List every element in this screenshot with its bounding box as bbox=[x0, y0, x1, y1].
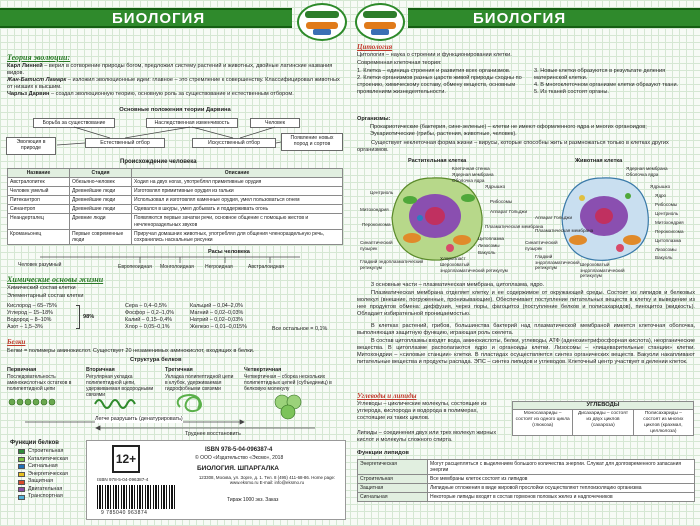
table-row bbox=[8, 187, 343, 196]
elements-rest: Все остальное = 0,1% bbox=[272, 326, 328, 332]
animal-cell-title: Животная клетка bbox=[575, 158, 623, 164]
right-page bbox=[350, 0, 700, 526]
imprint-block bbox=[86, 440, 346, 520]
protein-structures-graphic bbox=[0, 392, 350, 432]
scheme-new-breeds: Появление новых пород и сортов bbox=[281, 133, 343, 151]
animal-cell-drawing bbox=[562, 178, 648, 260]
col-header: Стадия bbox=[70, 169, 132, 178]
lipid-func-table bbox=[357, 459, 695, 502]
carbs-table-title: УГЛЕВОДЫ bbox=[512, 401, 694, 410]
legend-item bbox=[18, 471, 68, 479]
legend-swatch bbox=[18, 472, 25, 477]
legend-swatch bbox=[18, 480, 25, 485]
carbs-heading: Углеводы и липиды bbox=[357, 392, 417, 400]
human-origin-table bbox=[7, 168, 343, 245]
legend-label: Транспортная bbox=[28, 493, 63, 500]
legend-item bbox=[18, 493, 68, 501]
legend-swatch bbox=[18, 495, 25, 500]
table-cell: Сигнальная bbox=[358, 493, 428, 502]
structure-name: Третичная bbox=[165, 367, 193, 373]
lipid-func-title: Функции липидов bbox=[357, 450, 409, 456]
plant-label: Оболочка ядра bbox=[452, 178, 485, 183]
theory-right bbox=[534, 68, 694, 96]
restore-label: Труднее восстановить bbox=[185, 431, 241, 437]
table-row bbox=[8, 229, 343, 244]
theory-item: 1. Клетка – единица строения и развития всех организмов. bbox=[357, 68, 511, 74]
race-4: Австралоидная bbox=[248, 264, 285, 270]
structure-desc: Регулярная укладка полипептидной цепи, удерживаемая водородными связями bbox=[86, 373, 154, 398]
imprint: 123308, Москва, ул. Зорге, д. 1. Тел. 8 (495) 411-68-86. Home page: www.eksmo.ru E-mail: info@eksmo.ru bbox=[198, 475, 336, 486]
animal-label: Ядерная мембрана bbox=[626, 166, 668, 171]
elements-group-1 bbox=[7, 303, 57, 331]
element-item: Водород – 8–10% bbox=[7, 317, 52, 324]
banner-title: БИОЛОГИЯ bbox=[112, 10, 206, 27]
table-cell: Могут расщепляться с выделением большого количества энергии. Служат для долговременного запасания энергии bbox=[428, 460, 695, 475]
structure-primary bbox=[7, 367, 73, 392]
animal-label: Аппарат Гольджи bbox=[535, 215, 573, 220]
element-item: Железо – 0,01–0,015% bbox=[190, 324, 247, 331]
membrane-p1: 3 основные части – плазматическая мембрана, цитоплазма, ядро. bbox=[371, 282, 545, 288]
element-item: Кислород – 65–75% bbox=[7, 303, 57, 309]
membrane-p2: Плазматическая мембрана отделяет клетку и ее содержимое от окружающей среды. Состоит из липидов и белковых молекул (внешние, погруженные, пронизывающие). Обеспечивает поступление питательных веществ в клетку и выведение из нее продуктов обмена: диффузия, через поры, фагоцитоз (поступление белков и полисахаридов), пиноцитоз (жидкость). Обладает избирательной проницаемостью. bbox=[357, 290, 695, 317]
table-cell: Питекантроп bbox=[8, 196, 70, 205]
animal-label: Оболочка ядра bbox=[626, 172, 659, 177]
theory-left bbox=[357, 68, 527, 96]
table-cell: Энергетическая bbox=[358, 460, 428, 475]
carbs-definition: Углеводы – циклические молекулы, состоящие из углерода, кислорода и водорода в полимерах, состоящие из таких циклов. bbox=[357, 401, 487, 421]
table-cell: Липидные отложения в виде жировой прослойки осуществляют теплоизоляцию организма bbox=[428, 484, 695, 493]
plant-label: Плазматическая мембрана bbox=[485, 224, 544, 229]
theory-item: 4. В многоклеточном организме клетки образуют ткани. bbox=[534, 81, 679, 88]
carbs-table bbox=[512, 401, 694, 436]
col-header: Название bbox=[8, 169, 70, 178]
legend-item bbox=[18, 486, 68, 494]
plant-label: Гладкий эндоплазматический ретикулум bbox=[360, 259, 424, 270]
membrane-p3: В клетках растений, грибов, большинства бактерий над плазматической мембраной имеется клеточная оболочка, выполняющая защитную функцию, играющая роль скелета. bbox=[357, 323, 695, 336]
cytology-heading: Цитология bbox=[357, 43, 393, 51]
barcode bbox=[97, 485, 177, 509]
animal-label: Рибосомы bbox=[655, 202, 678, 207]
legend-item bbox=[18, 463, 68, 471]
chem-sub2: Элементарный состав клетки bbox=[7, 293, 84, 299]
functions-legend bbox=[18, 448, 68, 501]
plant-label: Вакуоль bbox=[478, 250, 496, 255]
darwin-text: – создал эволюционную теорию, основную роль за существование и естественным отбором. bbox=[49, 90, 294, 97]
animal-label: Синаптический пузырек bbox=[525, 240, 558, 251]
race-1: Европеоидная bbox=[118, 264, 152, 270]
element-item: Хлор – 0,05–0,1% bbox=[125, 324, 170, 331]
animal-label: Шероховатый эндоплазматический ретикулум bbox=[580, 262, 625, 279]
elements-group-3 bbox=[190, 303, 247, 331]
table-cell: Австралопитек bbox=[8, 178, 70, 187]
denature-label: Легче разрушить (денатурировать) bbox=[95, 416, 183, 422]
barcode-number: 9 785040 963874 bbox=[101, 510, 148, 516]
element-item: Фосфор – 0,2–1,0% bbox=[125, 310, 174, 317]
plant-label: Лизосомы bbox=[478, 243, 500, 248]
animal-label: Центриоль bbox=[655, 211, 679, 216]
table-cell: Некоторые липиды входят в состав гормонов половых желез и надпочечников bbox=[428, 493, 695, 502]
table-row bbox=[8, 178, 343, 187]
structure-tertiary bbox=[165, 367, 237, 392]
table-cell: Древнейшие люди bbox=[70, 187, 132, 196]
legend-swatch bbox=[18, 487, 25, 492]
race-3: Негроидная bbox=[205, 264, 233, 270]
element-item: Кальций – 0,04–2,0% bbox=[190, 303, 243, 309]
carbs-cell: Дисахариды – состоят из двух циклов (сахароза) bbox=[573, 410, 633, 435]
table-cell: Древнейшие люди bbox=[70, 205, 132, 214]
animal-label: Пероксисома bbox=[655, 229, 684, 234]
legend-swatch bbox=[18, 464, 25, 469]
legend-label: Каталитическая bbox=[28, 455, 68, 462]
functions-title: Функции белков bbox=[10, 440, 59, 446]
plant-label: Синаптический пузырек bbox=[360, 240, 393, 251]
animal-label: Митохондрия bbox=[655, 220, 684, 225]
proteins-text: Белки = полимеры аминокислот. Существует 20 незаменимых аминокислот, входящих в белки. bbox=[7, 348, 255, 354]
legend-label: Строительная bbox=[28, 448, 64, 454]
cytology-def bbox=[357, 52, 512, 59]
table-cell: Человек умелый bbox=[8, 187, 70, 196]
table-cell: Синантроп bbox=[8, 205, 70, 214]
table-row bbox=[358, 484, 695, 493]
structure-desc: Последовательность аминокислотных остатков в полипептидной цепи bbox=[7, 373, 72, 392]
scheme-artificial-selection: Искусственный отбор bbox=[192, 138, 276, 148]
structure-name: Первичная bbox=[7, 367, 37, 373]
plant-label: Ядрышко bbox=[485, 184, 506, 189]
structure-desc: Укладка полипептидной цепи в клубок, удерживаемая гидрофобными связями bbox=[165, 373, 234, 392]
animal-label: Вакуоль bbox=[655, 255, 673, 260]
element-item: Сера – 0,4–0,5% bbox=[125, 303, 167, 309]
race-2: Монголоидная bbox=[160, 264, 194, 270]
darwin-name: Чарльз Дарвин bbox=[7, 90, 50, 97]
scheme-arrows bbox=[0, 0, 350, 170]
banner bbox=[408, 8, 700, 28]
proteins-heading: Белки bbox=[7, 338, 26, 346]
plant-cell-title: Растительная клетка bbox=[408, 158, 467, 164]
age-rating: 12+ bbox=[112, 445, 140, 473]
darwin-scheme-title: Основные положения теории Дарвина bbox=[119, 107, 231, 113]
evolution-heading: Теория эволюции: bbox=[7, 53, 71, 62]
legend-item bbox=[18, 448, 68, 456]
element-item: Магний – 0,02–0,03% bbox=[190, 310, 244, 317]
viruses-text: Существует неклеточная форма жизни – вирусы, которые способны жить и размножаться только в клетках других организмов. bbox=[357, 140, 669, 153]
carbs-cell: Полисахариды – состоят из многих циклов (крахмал, целлюлоза) bbox=[643, 411, 684, 434]
table-cell: Ходил на двух ногах, употреблял примитивные орудия bbox=[132, 178, 343, 187]
elements-brace bbox=[76, 305, 80, 329]
table-row bbox=[8, 205, 343, 214]
barcode-isbn: ISBN 978-5-04-096387-4 bbox=[97, 477, 149, 482]
organisms-text bbox=[370, 124, 695, 138]
plant-label: Цитоплазма bbox=[478, 236, 505, 241]
col-header: Описание bbox=[132, 169, 343, 178]
carbs-cell: Моносахариды – состоят из одного цикла (глюкоза) bbox=[513, 410, 573, 435]
legend-item bbox=[18, 478, 68, 486]
eukaryotes: Эукариотические (грибы, растения, животные, человек). bbox=[370, 130, 517, 137]
table-cell: Первые современные люди bbox=[70, 229, 132, 244]
table-cell: Защитная bbox=[358, 484, 428, 493]
structure-name: Вторичная bbox=[86, 367, 115, 373]
legend-swatch bbox=[18, 449, 25, 454]
plant-label: Митохондрия bbox=[360, 207, 389, 212]
table-cell: Кроманьонец bbox=[8, 229, 70, 244]
carbs-text bbox=[357, 401, 505, 422]
table-cell: Одевался в шкуры, умел добывать и поддерживать огонь bbox=[132, 205, 343, 214]
print-run: Тираж 1000 экз. Заказ bbox=[227, 497, 279, 503]
cytology-definition: Цитология – наука о строении и функционировании клетки. bbox=[357, 52, 512, 58]
legend-label: Двигательная bbox=[28, 485, 63, 492]
lamarck-text: – изложил эволюционные идеи: главное – это стремление к совершенству. Классифицировал животных от низших к высшим. bbox=[7, 76, 340, 90]
animal-label: Плазматическая мембрана bbox=[535, 228, 594, 233]
table-cell: Использовал и изготовлял каменные орудия, умел пользоваться огнем bbox=[132, 196, 343, 205]
legend-item bbox=[18, 456, 68, 464]
linnaeus-name: Карл Линней bbox=[7, 63, 43, 69]
theory-item: 2. Клетки организмов разных царств живой природы сходны по строению, химическому составу, обмену веществ, основным проявлениям жизнедеятельности. bbox=[357, 74, 522, 95]
table-row bbox=[358, 493, 695, 502]
chem-heading: Химические основы жизни bbox=[7, 275, 104, 284]
scheme-struggle: Борьба за существование bbox=[33, 118, 115, 128]
plant-cell-drawing bbox=[392, 178, 485, 260]
table-cell: Приручал домашних животных, употреблял для общения членораздельную речь, сохранились наскальные рисунки bbox=[132, 229, 343, 244]
isbn: ISBN 978-5-04-096387-4 bbox=[205, 447, 273, 453]
elements-group-2 bbox=[125, 303, 174, 331]
scheme-evolution: Эволюция в природе bbox=[6, 137, 56, 155]
table-row bbox=[358, 460, 695, 475]
plant-label: Пероксисома bbox=[362, 222, 391, 227]
plant-label: Хлоропласт bbox=[440, 256, 466, 261]
linnaeus-text: – верил в сотворение природы богом, предложил систему растений и животных, двойные латинские названия видов. bbox=[7, 63, 333, 76]
plant-label: Центриоль bbox=[370, 190, 394, 195]
theory-item: 3. Новые клетки образуются в результате деления материнской клетки. bbox=[534, 68, 666, 81]
plant-label: Ядерная мембрана bbox=[452, 172, 494, 177]
table-cell: Древние люди bbox=[70, 214, 132, 229]
theory-item: 5. Из тканей состоят органы. bbox=[534, 88, 609, 95]
chem-sub1: Химический состав клетки bbox=[7, 285, 76, 291]
structure-name: Четвертичная bbox=[244, 367, 282, 373]
plant-label: Клеточная стенка bbox=[452, 166, 490, 171]
book-title: БИОЛОГИЯ. ШПАРГАЛКА bbox=[197, 465, 279, 472]
table-row bbox=[358, 475, 695, 484]
homo-sapiens: Человек разумный bbox=[18, 262, 62, 268]
lamarck-name: Жан-Батист Ламарк bbox=[7, 76, 67, 83]
plant-label: Рибосомы bbox=[490, 199, 513, 204]
elements-total: 98% bbox=[83, 314, 95, 320]
table-cell: Неандерталец bbox=[8, 214, 70, 229]
lipids-definition: Липиды – соединения двух или трех молекул жирных кислот и молекулы сложного спирта. bbox=[357, 430, 497, 443]
prokaryotes: Прокариотические (бактерия, сине-зеленые) – клетки не имеют оформленного ядра и многих органоидов; bbox=[370, 124, 647, 130]
races-title: Расы человека bbox=[208, 249, 250, 255]
table-cell: Все мембраны клеток состоят из липидов bbox=[428, 475, 695, 484]
element-item: Углерод – 15–18% bbox=[7, 310, 53, 317]
legend-label: Сигнальная bbox=[28, 463, 58, 470]
scheme-human: Человек bbox=[250, 118, 300, 128]
table-cell: Появляются первые зачатки речи, основное общение с помощью жестов и нечленораздельных звуков bbox=[132, 214, 343, 229]
scheme-heredity: Наследственная изменчивость bbox=[146, 118, 238, 128]
animal-label: Гладкий эндоплазматический ретикулум bbox=[535, 254, 580, 271]
structure-title: Структура белков bbox=[130, 357, 182, 363]
plant-label: Шероховатый эндоплазматический ретикулум bbox=[440, 262, 508, 273]
animal-label: Цитоплазма bbox=[655, 238, 682, 243]
element-item: Калий – 0,15–0,4% bbox=[125, 317, 173, 324]
structure-desc: Четвертичная – сборка нескольких полипептидных цепей (субъединиц) в белковую молекулу bbox=[244, 373, 332, 392]
element-item: Натрий – 0,02–0,03% bbox=[190, 317, 244, 324]
legend-label: Энергетическая bbox=[28, 470, 68, 477]
structure-quaternary bbox=[244, 367, 344, 392]
plant-label: Аппарат Гольджи bbox=[490, 209, 528, 214]
table-row bbox=[8, 196, 343, 205]
table-cell: Строительная bbox=[358, 475, 428, 484]
cell-theory: Современная клеточная теория: bbox=[357, 60, 442, 66]
table-cell: Обезьяно-человек bbox=[70, 178, 132, 187]
copyright: © ООО «Издательство «Эксмо», 2018 bbox=[195, 455, 284, 461]
publisher-logo bbox=[355, 3, 405, 41]
scheme-natural-selection: Естественный отбор bbox=[85, 138, 165, 148]
legend-label: Защитная bbox=[28, 478, 54, 485]
animal-label: Ядрышко bbox=[650, 184, 671, 189]
animal-label: Ядро bbox=[655, 193, 667, 198]
membrane-p4: В состав цитоплазмы входят вода, аминокислоты, белки, углеводы, АТФ (аденозинтрифосфорная кислота), неорганические вещества. В цитоплазме располагаются ядро и органоиды клетки. Лизосомы – «пищеварительные станции» клетки. Митохондрии – «силовые станции» клетки. В пластидах осуществляется синтез органических веществ. Вакуоли накапливают питательные вещества и продукты распада. ЭПС – синтез липидов и углеводов. Клеточный центр участвует в делении клеток. bbox=[357, 338, 695, 365]
lipids-text bbox=[357, 430, 505, 444]
legend-swatch bbox=[18, 457, 25, 462]
animal-label: Лизосомы bbox=[655, 247, 677, 252]
table-cell: Изготовлял примитивные орудия из гальки bbox=[132, 187, 343, 196]
banner-title: БИОЛОГИЯ bbox=[473, 10, 567, 27]
human-origin-title: Происхождение человека bbox=[120, 159, 197, 165]
table-cell: Древнейшие люди bbox=[70, 196, 132, 205]
table-row bbox=[8, 214, 343, 229]
element-item: Азот – 1,5–3% bbox=[7, 324, 43, 331]
organisms-title: Организмы: bbox=[357, 116, 391, 122]
